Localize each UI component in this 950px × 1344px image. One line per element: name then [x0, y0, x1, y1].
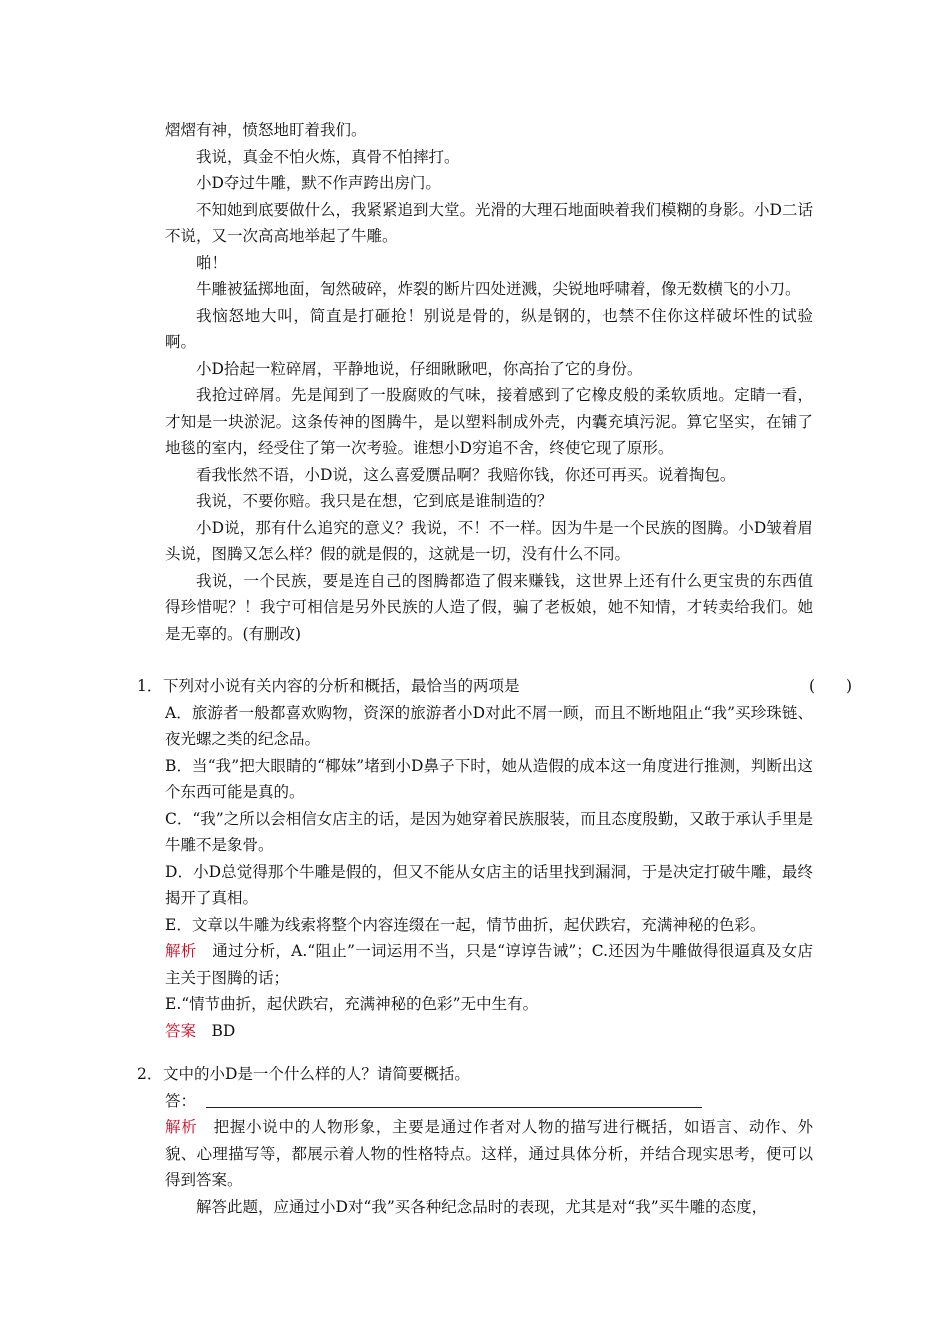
- answer-value: BD: [196, 1021, 236, 1040]
- question-2: [137, 1061, 813, 1220]
- answer-label: 答案: [165, 1021, 197, 1040]
- story-paragraph: 不知她到底要做什么，我紧紧追到大堂。光滑的大理石地面映着我们模糊的身影。小D二话不说，又一次高高地举起了牛雕。: [165, 200, 813, 245]
- question-2-body: [137, 1088, 813, 1221]
- analysis: [165, 938, 813, 991]
- question-number: 1．: [137, 677, 163, 695]
- answer-prefix: 答：: [165, 1091, 197, 1110]
- story-paragraph: 牛雕被猛掷地面，訇然破碎，炸裂的断片四处迸溅，尖锐地呼啸着，像无数横飞的小刀。: [196, 280, 801, 298]
- analysis-continued: E.“情节曲折，起伏跌宕，充满神秘的色彩”无中生有。: [165, 995, 539, 1013]
- analysis-label: 解析: [165, 942, 197, 960]
- story-paragraph: 小D说，那有什么追究的意义？我说，不！不一样。因为牛是一个民族的图腾。小D皱着眉头说，图腾又怎么样？假的就是假的，这就是一切，没有什么不同。: [165, 518, 813, 563]
- story-text: [165, 117, 813, 647]
- story-paragraph: 我抢过碎屑。先是闻到了一股腐败的气味，接着感到了它橡皮般的柔软质地。定睛一看，才知是一块淤泥。这条传神的图腾牛，是以塑料制成外壳，内囊充填污泥。算它坚实，在铺了地毯的室内，经受住了第一次考验。谁想小D穷追不舍，终使它现了原形。: [165, 386, 813, 457]
- story-paragraph: 我说，一个民族，要是连自己的图腾都造了假来赚钱，这世界上还有什么更宝贵的东西值得珍惜呢？！我宁可相信是另外民族的人造了假，骗了老板娘，她不知情，才转卖给我们。她是无辜的。(有删改): [165, 571, 813, 643]
- story-paragraph: 看我怅然不语，小D说，这么喜爱赝品啊？我赔你钱，你还可再买。说着掏包。: [196, 465, 736, 484]
- analysis-continued: 解答此题，应通过小D对“我”买各种纪念品时的表现，尤其是对“我”买牛雕的态度，: [196, 1197, 768, 1216]
- question-stem: 下列对小说有关内容的分析和概括，最恰当的两项是: [163, 677, 520, 695]
- analysis: [165, 1114, 813, 1194]
- question-1-stem-row: [137, 673, 853, 700]
- option-a: A．旅游者一般都喜欢购物，资深的旅游者小D对此不屑一顾，而且不断地阻止“我”买珍珠链、夜光螺之类的纪念品。: [165, 703, 813, 748]
- analysis-text: 把握小说中的人物形象，主要是通过作者对人物的描写进行概括，如语言、动作、外貌、心理描写等，都展示着人物的性格特点。这样，通过具体分析，并结合现实思考，便可以得到答案。: [165, 1118, 813, 1189]
- question-stem: 文中的小D是一个什么样的人？请简要概括。: [163, 1065, 470, 1083]
- answer: [165, 1018, 813, 1045]
- option-d: D．小D总觉得那个牛雕是假的，但又不能从女店主的话里找到漏洞，于是决定打破牛雕，最终揭开了真相。: [165, 862, 813, 907]
- story-paragraph: 我恼怒地大叫，简直是打砸抢！别说是骨的，纵是钢的，也禁不住你这样破坏性的试验啊。: [165, 306, 813, 351]
- story-paragraph: 啪！: [196, 253, 228, 272]
- analysis-label: 解析: [165, 1118, 198, 1136]
- answer-parentheses: ( ): [809, 677, 853, 695]
- answer-blank-line[interactable]: [206, 1093, 702, 1108]
- question-2-stem-row: [137, 1061, 813, 1088]
- story-paragraph: 小D夺过牛雕，默不作声跨出房门。: [196, 174, 441, 192]
- question-number: 2．: [137, 1065, 163, 1083]
- story-paragraph: 我说，真金不怕火炼，真骨不怕摔打。: [196, 147, 460, 166]
- option-c: C．“我”之所以会相信女店主的话，是因为她穿着民族服装，而且态度殷勤，又敢于承认手里是牛雕不是象骨。: [165, 809, 813, 854]
- option-b: B．当“我”把大眼睛的“椰妹”堵到小D鼻子下时，她从造假的成本这一角度进行推测，判断出这个东西可能是真的。: [165, 756, 813, 801]
- question-1-body: [137, 700, 813, 1045]
- story-paragraph: 小D拾起一粒碎屑，平静地说，仔细瞅瞅吧，你高抬了它的身份。: [196, 359, 643, 378]
- story-paragraph: 我说，不要你赔。我只是在想，它到底是谁制造的？: [196, 492, 553, 510]
- option-e: E．文章以牛雕为线索将整个内容连缀在一起，情节曲折，起伏跌宕，充满神秘的色彩。: [165, 915, 766, 934]
- answer-line-row: [165, 1088, 813, 1115]
- question-1: [137, 673, 853, 1044]
- story-paragraph: 熠熠有神，愤怒地盯着我们。: [165, 121, 367, 139]
- analysis-text: 通过分析，A.“阻止”一词运用不当，只是“谆谆告诫”；C.还因为牛雕做得很逼真及女店主关于图腾的话；: [165, 942, 813, 987]
